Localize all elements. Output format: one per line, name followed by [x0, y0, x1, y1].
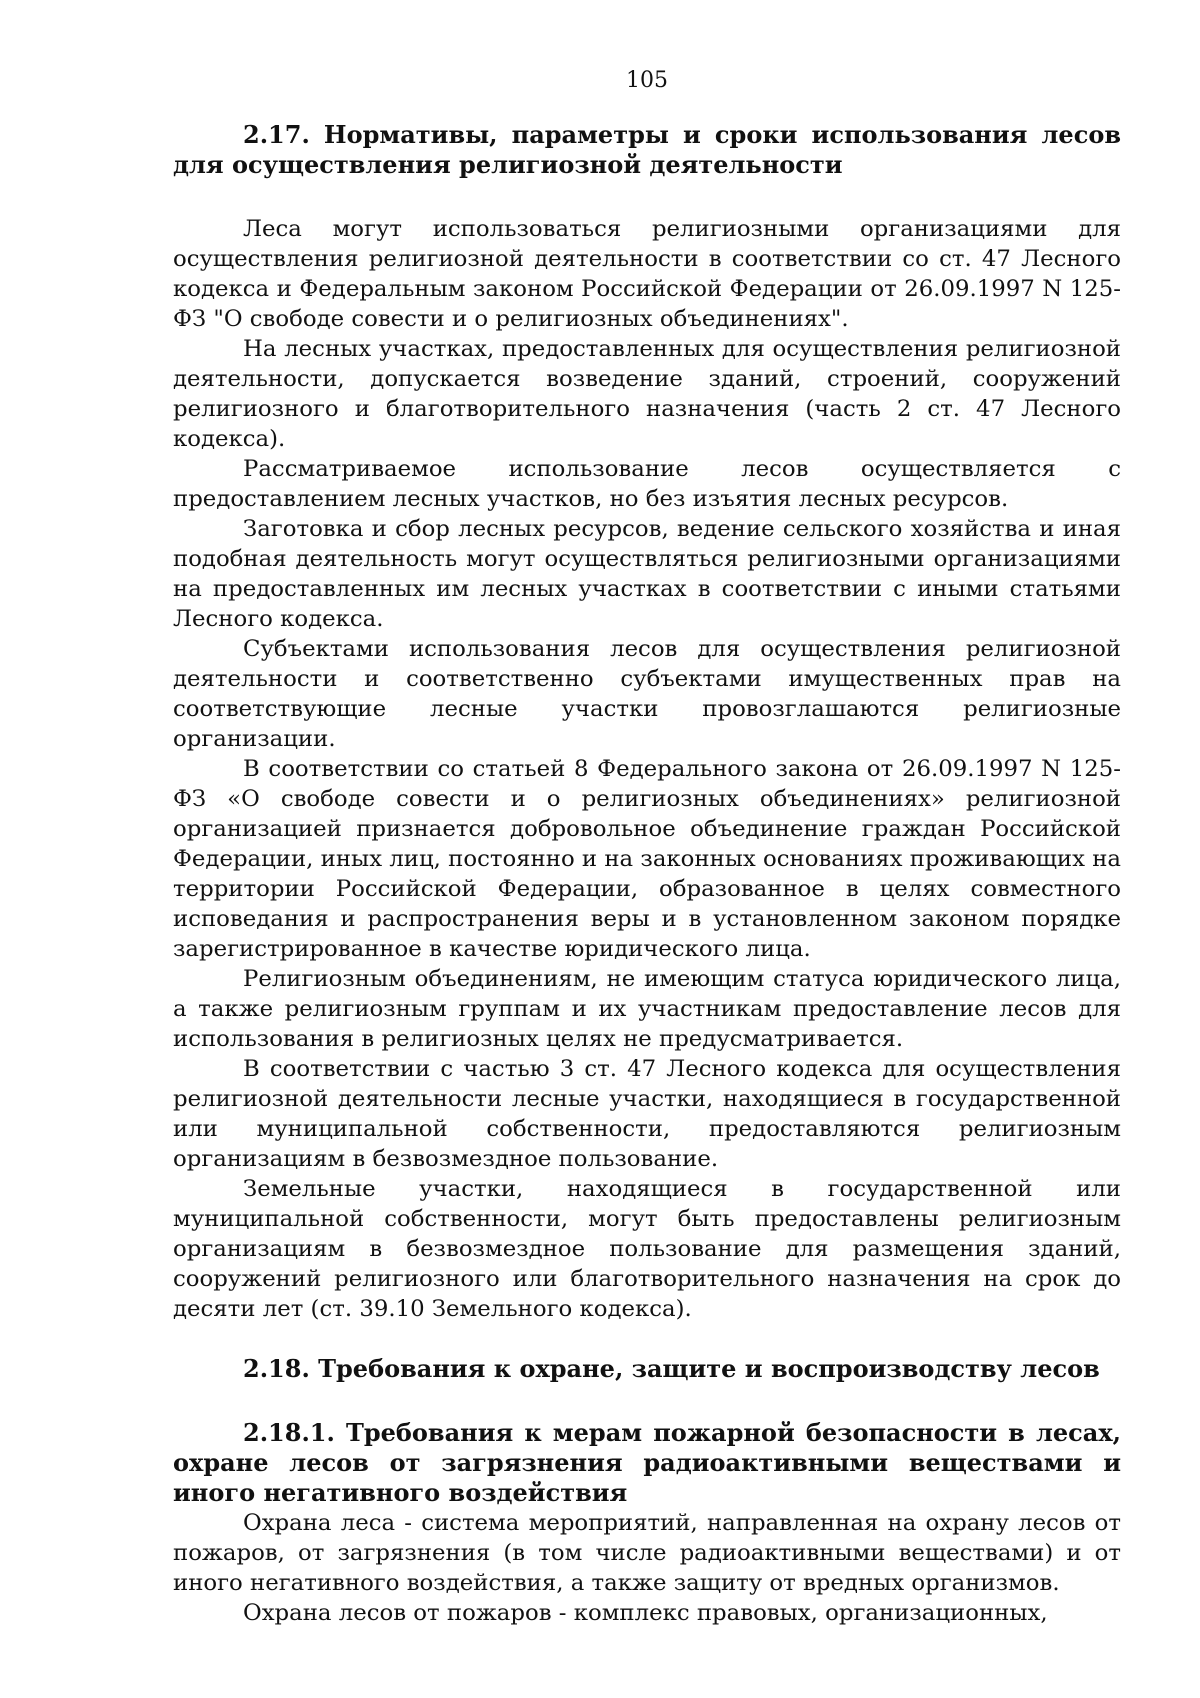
- section-2-17-heading: 2.17. Нормативы, параметры и сроки использования лесов для осуществления религиозной деятельности: [173, 120, 1121, 179]
- section-2-17-paragraph-5: Субъектами использования лесов для осуществления религиозной деятельности и соответственно субъектами имущественных прав на соответствующие лесные участки провозглашаются религиозные организации.: [173, 636, 1121, 752]
- section-2-18-1-heading: 2.18.1. Требования к мерам пожарной безопасности в лесах, охране лесов от загрязнения радиоактивными веществами и иного негативного воздействия: [173, 1418, 1121, 1507]
- section-2-18-1-paragraph-1: Охрана леса - система мероприятий, направленная на охрану лесов от пожаров, от загрязнения (в том числе радиоактивными веществами) и от иного негативного воздействия, а также защиту от вредных организмов.: [173, 1510, 1121, 1596]
- section-2-17-paragraph-3: Рассматриваемое использование лесов осуществляется с предоставлением лесных участков, но без изъятия лесных ресурсов.: [173, 456, 1121, 512]
- section-2-18-heading: 2.18. Требования к охране, защите и воспроизводству лесов: [243, 1354, 1100, 1383]
- document-page: [173, 66, 1121, 1628]
- section-2-17-paragraph-9: Земельные участки, находящиеся в государственной или муниципальной собственности, могут быть предоставлены религиозным организациям в безвозмездное пользование для размещения зданий, сооружений религиозного или благотворительного назначения на срок до десяти лет (ст. 39.10 Земельного кодекса).: [173, 1176, 1121, 1322]
- section-2-17-paragraph-1: Леса могут использоваться религиозными организациями для осуществления религиозной деятельности в соответствии со ст. 47 Лесного кодекса и Федеральным законом Российской Федерации от 26.09.1997 N 125-ФЗ "О свободе совести и о религиозных объединениях".: [173, 216, 1121, 332]
- page-number: 105: [626, 68, 668, 93]
- section-2-18-1-paragraph-2: Охрана лесов от пожаров - комплекс правовых, организационных,: [243, 1600, 1048, 1626]
- section-2-17-paragraph-8: В соответствии с частью 3 ст. 47 Лесного кодекса для осуществления религиозной деятельности лесные участки, находящиеся в государственной или муниципальной собственности, предоставляются религиозным организациям в безвозмездное пользование.: [173, 1056, 1121, 1172]
- section-2-17-paragraph-6: В соответствии со статьей 8 Федерального закона от 26.09.1997 N 125-ФЗ «О свободе совести и о религиозных объединениях» религиозной организацией признается добровольное объединение граждан Российской Федерации, иных лиц, постоянно и на законных основаниях проживающих на территории Российской Федерации, образованное в целях совместного исповедания и распространения веры и в установленном законом порядке зарегистрированное в качестве юридического лица.: [173, 756, 1121, 962]
- section-2-17-paragraph-4: Заготовка и сбор лесных ресурсов, ведение сельского хозяйства и иная подобная деятельность могут осуществляться религиозными организациями на предоставленных им лесных участках в соответствии с иными статьями Лесного кодекса.: [173, 516, 1121, 632]
- section-2-17-paragraph-7: Религиозным объединениям, не имеющим статуса юридического лица, а также религиозным группам и их участникам предоставление лесов для использования в религиозных целях не предусматривается.: [173, 966, 1121, 1052]
- section-2-17-paragraph-2: На лесных участках, предоставленных для осуществления религиозной деятельности, допускается возведение зданий, строений, сооружений религиозного и благотворительного назначения (часть 2 ст. 47 Лесного кодекса).: [173, 336, 1121, 452]
